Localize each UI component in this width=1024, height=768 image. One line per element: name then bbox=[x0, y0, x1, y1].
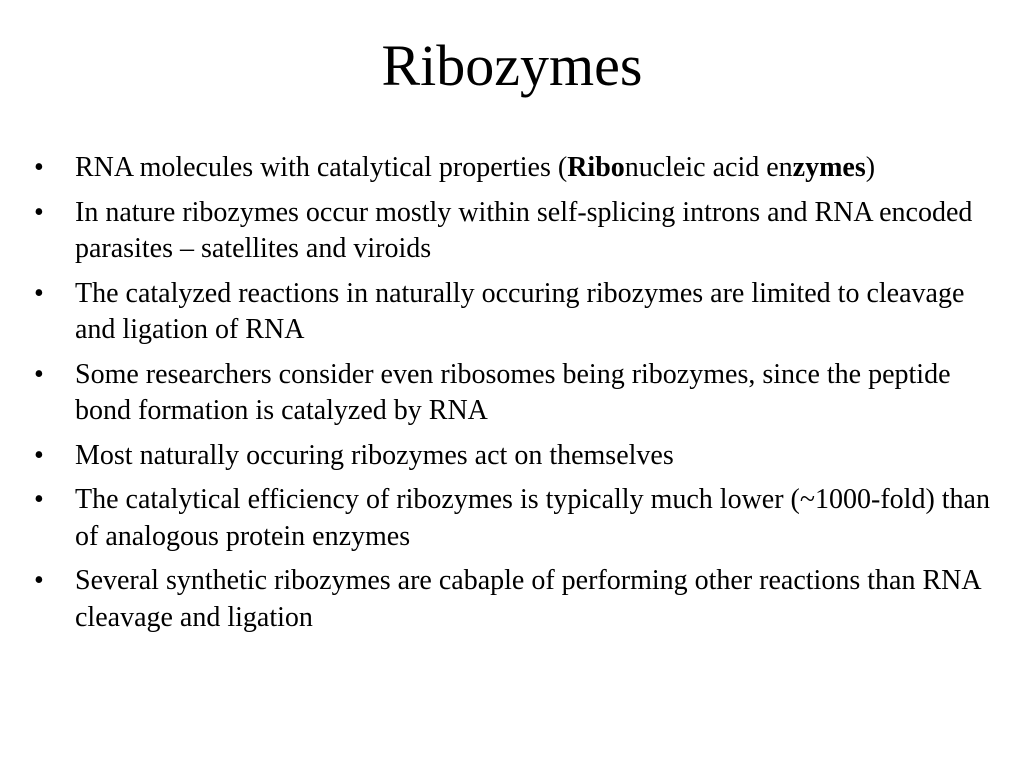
bullet-list bbox=[30, 150, 1005, 644]
bullet-marker: • bbox=[34, 565, 44, 596]
bullet-marker: • bbox=[34, 152, 44, 183]
bullet-text: In nature ribozymes occur mostly within self-splicing introns and RNA encoded parasites – satellites and viroids bbox=[75, 196, 973, 264]
slide-title: Ribozymes bbox=[381, 33, 643, 98]
bullet-marker: • bbox=[34, 484, 44, 515]
bullet-item bbox=[30, 482, 1005, 555]
bullet-marker: • bbox=[34, 358, 44, 390]
bullet-bold-part: Ribo bbox=[567, 152, 625, 183]
bullet-bold-part: zymes bbox=[792, 152, 866, 183]
bullet-item bbox=[30, 357, 1005, 430]
bullet-item bbox=[30, 150, 1005, 187]
bullet-text bbox=[75, 152, 875, 183]
bullet-text-part: ) bbox=[865, 152, 876, 183]
bullet-marker: • bbox=[34, 439, 44, 471]
bullet-text-part: RNA molecules with catalytical properties ( bbox=[75, 152, 568, 183]
bullet-text: Several synthetic ribozymes are cabaple of performing other reactions than RNA cleavage and ligation bbox=[75, 565, 981, 633]
bullet-text: The catalytical efficiency of ribozymes is typically much lower (~1000-fold) than of analogous protein enzymes bbox=[75, 484, 990, 552]
bullet-item bbox=[30, 438, 1005, 475]
bullet-marker: • bbox=[34, 196, 44, 228]
bullet-text: Most naturally occuring ribozymes act on themselves bbox=[75, 439, 674, 471]
bullet-text-part: nucleic acid en bbox=[624, 152, 793, 183]
bullet-item bbox=[30, 195, 1005, 268]
bullet-marker: • bbox=[34, 277, 44, 309]
bullet-text: Some researchers consider even ribosomes being ribozymes, since the peptide bond formation is catalyzed by RNA bbox=[75, 358, 951, 426]
bullet-item bbox=[30, 563, 1005, 636]
bullet-item bbox=[30, 276, 1005, 349]
bullet-text: The catalyzed reactions in naturally occuring ribozymes are limited to cleavage and ligation of RNA bbox=[75, 277, 965, 345]
